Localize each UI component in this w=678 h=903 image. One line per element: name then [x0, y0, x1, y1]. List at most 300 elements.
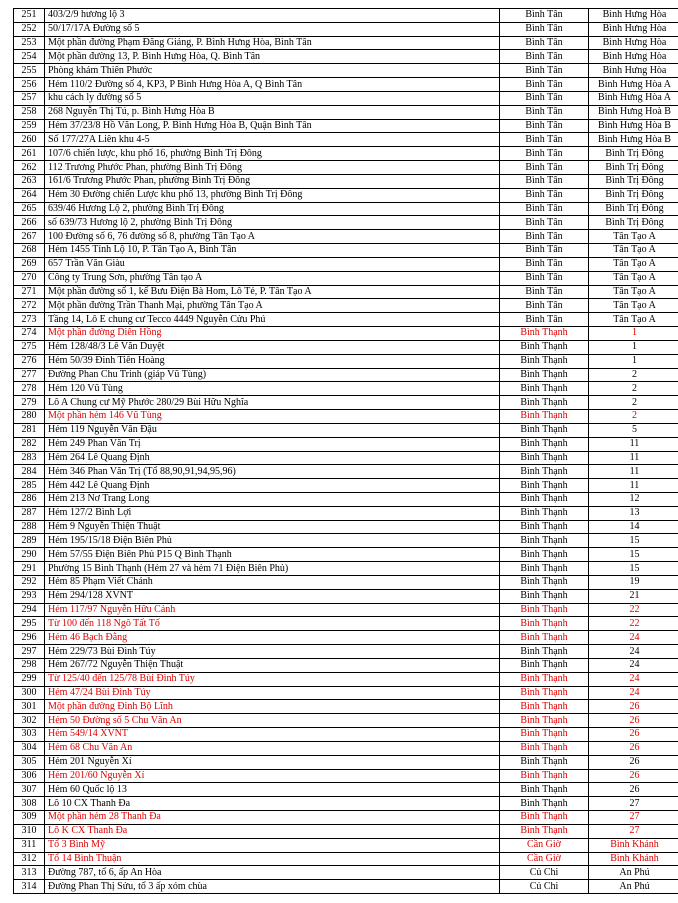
district-cell: Bình Thạnh	[500, 382, 589, 396]
district-cell: Bình Tân	[500, 299, 589, 313]
district-cell: Bình Tân	[500, 64, 589, 78]
row-number-cell: 272	[14, 299, 45, 313]
row-number-cell: 283	[14, 451, 45, 465]
ward-cell: Bình Trị Đông	[589, 188, 678, 202]
ward-cell: Bình Hưng Hòa B	[589, 119, 678, 133]
ward-cell: Bình Trị Đông	[589, 216, 678, 230]
district-cell: Bình Thạnh	[500, 368, 589, 382]
row-number-cell: 314	[14, 880, 45, 894]
ward-cell: Bình Hưng Hòa	[589, 36, 678, 50]
row-number-cell: 282	[14, 437, 45, 451]
row-number-cell: 295	[14, 617, 45, 631]
table-row	[14, 78, 678, 92]
row-number-cell: 280	[14, 410, 45, 424]
table-row	[14, 451, 678, 465]
table-row	[14, 631, 678, 645]
row-number-cell: 263	[14, 174, 45, 188]
ward-cell: 22	[589, 603, 678, 617]
address-cell: Hẻm 57/55 Điện Biên Phủ P15 Q Bình Thạnh	[45, 548, 500, 562]
table-row	[14, 119, 678, 133]
table-row	[14, 354, 678, 368]
row-number-cell: 286	[14, 492, 45, 506]
ward-cell: 24	[589, 686, 678, 700]
row-number-cell: 271	[14, 285, 45, 299]
ward-cell: 14	[589, 520, 678, 534]
row-number-cell: 269	[14, 257, 45, 271]
address-cell: 107/6 chiến lược, khu phố 16, phường Bình Trị Đông	[45, 147, 500, 161]
address-cell: Hẻm 50 Đường số 5 Chu Văn An	[45, 714, 500, 728]
district-cell: Bình Tân	[500, 285, 589, 299]
row-number-cell: 309	[14, 811, 45, 825]
address-cell: số 639/73 Hương lộ 2, phường Bình Trị Đông	[45, 216, 500, 230]
ward-cell: 15	[589, 548, 678, 562]
row-number-cell: 310	[14, 824, 45, 838]
address-cell: 50/17/17A Đường số 5	[45, 22, 500, 36]
ward-cell: 27	[589, 797, 678, 811]
address-cell: Hẻm 60 Quốc lộ 13	[45, 783, 500, 797]
address-cell: Hẻm 294/128 XVNT	[45, 589, 500, 603]
district-cell: Bình Thạnh	[500, 562, 589, 576]
row-number-cell: 303	[14, 728, 45, 742]
district-cell: Bình Thạnh	[500, 589, 589, 603]
district-cell: Bình Thạnh	[500, 451, 589, 465]
table-row	[14, 728, 678, 742]
table-row	[14, 824, 678, 838]
ward-cell: 24	[589, 672, 678, 686]
row-number-cell: 307	[14, 783, 45, 797]
row-number-cell: 255	[14, 64, 45, 78]
table-row	[14, 880, 678, 894]
address-cell: 268 Nguyễn Thị Tú, p. Bình Hưng Hòa B	[45, 105, 500, 119]
row-number-cell: 267	[14, 230, 45, 244]
district-cell: Bình Thạnh	[500, 520, 589, 534]
table-row	[14, 340, 678, 354]
address-cell: Phòng khám Thiên Phước	[45, 64, 500, 78]
table-row	[14, 161, 678, 175]
table-row	[14, 534, 678, 548]
row-number-cell: 276	[14, 354, 45, 368]
district-cell: Bình Thạnh	[500, 797, 589, 811]
address-cell: Một phần đường Trần Thanh Mại, phường Tân Tạo A	[45, 299, 500, 313]
row-number-cell: 301	[14, 700, 45, 714]
table-row	[14, 811, 678, 825]
district-cell: Bình Thạnh	[500, 479, 589, 493]
table-row	[14, 257, 678, 271]
table-row	[14, 797, 678, 811]
ward-cell: 15	[589, 562, 678, 576]
district-cell: Bình Thạnh	[500, 783, 589, 797]
district-cell: Bình Thạnh	[500, 672, 589, 686]
row-number-cell: 261	[14, 147, 45, 161]
district-cell: Bình Tân	[500, 188, 589, 202]
ward-cell: 26	[589, 714, 678, 728]
table-row	[14, 36, 678, 50]
table-row	[14, 603, 678, 617]
ward-cell: 24	[589, 645, 678, 659]
address-cell: 161/6 Trương Phước Phan, phường Bình Trị Đông	[45, 174, 500, 188]
district-cell: Bình Thạnh	[500, 506, 589, 520]
ward-cell: Bình Trị Đông	[589, 174, 678, 188]
table-row	[14, 105, 678, 119]
district-cell: Bình Thạnh	[500, 645, 589, 659]
table-row	[14, 133, 678, 147]
address-cell: Hẻm 50/39 Đinh Tiên Hoàng	[45, 354, 500, 368]
ward-cell: 26	[589, 728, 678, 742]
address-cell: Đường 787, tổ 6, ấp An Hòa	[45, 866, 500, 880]
ward-cell: 26	[589, 755, 678, 769]
address-cell: Lô A Chung cư Mỹ Phước 280/29 Bùi Hữu Nghĩa	[45, 396, 500, 410]
ward-cell: 24	[589, 631, 678, 645]
district-cell: Bình Thạnh	[500, 410, 589, 424]
ward-cell: 12	[589, 492, 678, 506]
table-row	[14, 22, 678, 36]
address-table-body	[14, 9, 678, 894]
ward-cell: 15	[589, 534, 678, 548]
table-row	[14, 575, 678, 589]
district-cell: Bình Thạnh	[500, 686, 589, 700]
district-cell: Bình Tân	[500, 78, 589, 92]
address-cell: Hẻm 119 Nguyễn Văn Đậu	[45, 423, 500, 437]
address-cell: Hẻm 127/2 Bình Lợi	[45, 506, 500, 520]
address-cell: 403/2/9 hương lộ 3	[45, 9, 500, 23]
district-cell: Bình Thạnh	[500, 658, 589, 672]
table-row	[14, 769, 678, 783]
row-number-cell: 287	[14, 506, 45, 520]
address-cell: Tổ 3 Bình Mỹ	[45, 838, 500, 852]
row-number-cell: 300	[14, 686, 45, 700]
ward-cell: 1	[589, 340, 678, 354]
district-cell: Bình Thạnh	[500, 340, 589, 354]
row-number-cell: 296	[14, 631, 45, 645]
table-row	[14, 396, 678, 410]
row-number-cell: 273	[14, 313, 45, 327]
district-cell: Bình Tân	[500, 161, 589, 175]
ward-cell: 11	[589, 465, 678, 479]
ward-cell: 2	[589, 396, 678, 410]
address-cell: 100 Đường số 6, 76 đường số 8, phường Tân Tạo A	[45, 230, 500, 244]
table-row	[14, 313, 678, 327]
address-table	[13, 8, 678, 894]
ward-cell: Bình Hưng Hòa	[589, 50, 678, 64]
row-number-cell: 256	[14, 78, 45, 92]
address-cell: Hẻm 229/73 Bùi Đình Túy	[45, 645, 500, 659]
table-row	[14, 368, 678, 382]
table-row	[14, 838, 678, 852]
district-cell: Bình Tân	[500, 216, 589, 230]
ward-cell: Tân Tạo A	[589, 257, 678, 271]
table-row	[14, 852, 678, 866]
table-row	[14, 686, 678, 700]
district-cell: Bình Thạnh	[500, 741, 589, 755]
row-number-cell: 259	[14, 119, 45, 133]
table-row	[14, 548, 678, 562]
address-cell: Hẻm 128/48/3 Lê Văn Duyệt	[45, 340, 500, 354]
ward-cell: 11	[589, 479, 678, 493]
address-cell: Đường Phan Thị Sửu, tổ 3 ấp xóm chùa	[45, 880, 500, 894]
ward-cell: Tân Tạo A	[589, 230, 678, 244]
district-cell: Cần Giờ	[500, 838, 589, 852]
ward-cell: An Phú	[589, 866, 678, 880]
district-cell: Bình Tân	[500, 174, 589, 188]
row-number-cell: 274	[14, 327, 45, 341]
row-number-cell: 306	[14, 769, 45, 783]
district-cell: Bình Thạnh	[500, 548, 589, 562]
address-cell: Hẻm 9 Nguyễn Thiện Thuật	[45, 520, 500, 534]
table-row	[14, 202, 678, 216]
ward-cell: Bình Hưng Hòa A	[589, 91, 678, 105]
district-cell: Bình Thạnh	[500, 824, 589, 838]
address-cell: Tổ 14 Bình Thuận	[45, 852, 500, 866]
row-number-cell: 288	[14, 520, 45, 534]
district-cell: Bình Thạnh	[500, 534, 589, 548]
address-cell: Hẻm 68 Chu Văn An	[45, 741, 500, 755]
district-cell: Bình Tân	[500, 91, 589, 105]
district-cell: Bình Tân	[500, 22, 589, 36]
row-number-cell: 277	[14, 368, 45, 382]
ward-cell: 11	[589, 437, 678, 451]
row-number-cell: 268	[14, 244, 45, 258]
row-number-cell: 304	[14, 741, 45, 755]
table-row	[14, 437, 678, 451]
address-cell: Hẻm 30 Đường chiến Lược khu phố 13, phường Bình Trị Đông	[45, 188, 500, 202]
district-cell: Cần Giờ	[500, 852, 589, 866]
table-row	[14, 672, 678, 686]
address-cell: Một phần đường Diên Hồng	[45, 327, 500, 341]
ward-cell: Bình Hưng Hòa	[589, 9, 678, 23]
district-cell: Bình Tân	[500, 257, 589, 271]
district-cell: Bình Tân	[500, 50, 589, 64]
district-cell: Bình Tân	[500, 244, 589, 258]
address-cell: Một phần đường Đinh Bộ Lĩnh	[45, 700, 500, 714]
district-cell: Bình Tân	[500, 119, 589, 133]
address-cell: Hẻm 46 Bạch Đằng	[45, 631, 500, 645]
row-number-cell: 293	[14, 589, 45, 603]
row-number-cell: 294	[14, 603, 45, 617]
row-number-cell: 257	[14, 91, 45, 105]
district-cell: Bình Thạnh	[500, 714, 589, 728]
address-cell: Hẻm 264 Lê Quang Định	[45, 451, 500, 465]
address-cell: Lô K CX Thanh Đa	[45, 824, 500, 838]
address-cell: Hẻm 85 Phạm Viết Chánh	[45, 575, 500, 589]
ward-cell: Bình Trị Đông	[589, 161, 678, 175]
table-row	[14, 327, 678, 341]
table-row	[14, 741, 678, 755]
ward-cell: Tân Tạo A	[589, 271, 678, 285]
row-number-cell: 254	[14, 50, 45, 64]
table-row	[14, 9, 678, 23]
district-cell: Bình Tân	[500, 230, 589, 244]
row-number-cell: 275	[14, 340, 45, 354]
table-row	[14, 64, 678, 78]
address-cell: Hẻm 120 Vũ Tùng	[45, 382, 500, 396]
address-cell: Hẻm 117/97 Nguyễn Hữu Cảnh	[45, 603, 500, 617]
ward-cell: Bình Trị Đông	[589, 202, 678, 216]
row-number-cell: 312	[14, 852, 45, 866]
address-cell: Hẻm 195/15/18 Điện Biên Phủ	[45, 534, 500, 548]
ward-cell: Bình Hưng Hòa	[589, 22, 678, 36]
district-cell: Bình Thạnh	[500, 396, 589, 410]
address-cell: Từ 125/40 đến 125/78 Bùi Đình Túy	[45, 672, 500, 686]
table-row	[14, 465, 678, 479]
row-number-cell: 279	[14, 396, 45, 410]
district-cell: Bình Thạnh	[500, 465, 589, 479]
row-number-cell: 308	[14, 797, 45, 811]
row-number-cell: 284	[14, 465, 45, 479]
district-cell: Bình Thạnh	[500, 575, 589, 589]
address-cell: Phường 15 Bình Thạnh (Hẻm 27 và hẻm 71 Điện Biên Phủ)	[45, 562, 500, 576]
ward-cell: 2	[589, 410, 678, 424]
table-row	[14, 188, 678, 202]
address-cell: Hẻm 549/14 XVNT	[45, 728, 500, 742]
table-row	[14, 562, 678, 576]
row-number-cell: 302	[14, 714, 45, 728]
district-cell: Bình Tân	[500, 202, 589, 216]
address-cell: Một phần hẻm 28 Thanh Đa	[45, 811, 500, 825]
row-number-cell: 290	[14, 548, 45, 562]
table-row	[14, 714, 678, 728]
address-cell: Hẻm 201 Nguyễn Xí	[45, 755, 500, 769]
table-row	[14, 783, 678, 797]
district-cell: Bình Thạnh	[500, 811, 589, 825]
ward-cell: 26	[589, 783, 678, 797]
address-cell: Hẻm 47/24 Bùi Đình Túy	[45, 686, 500, 700]
district-cell: Bình Thạnh	[500, 755, 589, 769]
address-cell: Một phần đường 13, P. Bình Hưng Hòa, Q. Bình Tân	[45, 50, 500, 64]
ward-cell: Bình Hưng Hòa A	[589, 78, 678, 92]
ward-cell: 22	[589, 617, 678, 631]
row-number-cell: 251	[14, 9, 45, 23]
ward-cell: Tân Tạo A	[589, 313, 678, 327]
table-row	[14, 174, 678, 188]
district-cell: Bình Thạnh	[500, 700, 589, 714]
address-cell: 639/46 Hương Lộ 2, phường Bình Trị Đông	[45, 202, 500, 216]
address-cell: Từ 100 đến 118 Ngô Tất Tố	[45, 617, 500, 631]
address-cell: Hẻm 213 Nơ Trang Long	[45, 492, 500, 506]
row-number-cell: 305	[14, 755, 45, 769]
address-cell: Hẻm 249 Phan Văn Trị	[45, 437, 500, 451]
row-number-cell: 265	[14, 202, 45, 216]
table-row	[14, 700, 678, 714]
ward-cell: 26	[589, 769, 678, 783]
address-cell: 657 Trần Văn Giàu	[45, 257, 500, 271]
district-cell: Bình Thạnh	[500, 769, 589, 783]
ward-cell: 5	[589, 423, 678, 437]
table-row	[14, 299, 678, 313]
ward-cell: Tân Tạo A	[589, 285, 678, 299]
ward-cell: Bình Trị Đông	[589, 147, 678, 161]
row-number-cell: 313	[14, 866, 45, 880]
table-row	[14, 658, 678, 672]
district-cell: Bình Thạnh	[500, 437, 589, 451]
ward-cell: 26	[589, 700, 678, 714]
row-number-cell: 292	[14, 575, 45, 589]
address-cell: Một phần đường Phạm Đăng Giảng, P. Bình Hưng Hòa, Bình Tân	[45, 36, 500, 50]
table-row	[14, 147, 678, 161]
address-cell: Số 177/27A Liên khu 4-5	[45, 133, 500, 147]
table-row	[14, 230, 678, 244]
district-cell: Bình Tân	[500, 9, 589, 23]
row-number-cell: 297	[14, 645, 45, 659]
address-cell: Hẻm 267/72 Nguyễn Thiện Thuật	[45, 658, 500, 672]
address-cell: Một phần hẻm 146 Vũ Tùng	[45, 410, 500, 424]
row-number-cell: 260	[14, 133, 45, 147]
district-cell: Bình Tân	[500, 133, 589, 147]
row-number-cell: 252	[14, 22, 45, 36]
row-number-cell: 299	[14, 672, 45, 686]
district-cell: Bình Thạnh	[500, 327, 589, 341]
address-cell: Lô 10 CX Thanh Đa	[45, 797, 500, 811]
district-cell: Bình Tân	[500, 313, 589, 327]
ward-cell: Bình Khánh	[589, 852, 678, 866]
table-row	[14, 423, 678, 437]
ward-cell: 24	[589, 658, 678, 672]
address-cell: Hẻm 110/2 Đường số 4, KP3, P Bình Hưng Hòa A, Q Bình Tân	[45, 78, 500, 92]
district-cell: Bình Thạnh	[500, 631, 589, 645]
row-number-cell: 289	[14, 534, 45, 548]
ward-cell: 2	[589, 368, 678, 382]
table-row	[14, 866, 678, 880]
address-cell: Hẻm 346 Phan Văn Trị (Tổ 88,90,91,94,95,96)	[45, 465, 500, 479]
ward-cell: 21	[589, 589, 678, 603]
ward-cell: 2	[589, 382, 678, 396]
address-cell: Hẻm 1455 Tỉnh Lộ 10, P. Tân Tạo A, Bình Tân	[45, 244, 500, 258]
table-row	[14, 479, 678, 493]
ward-cell: 27	[589, 811, 678, 825]
address-cell: Hẻm 201/60 Nguyễn Xí	[45, 769, 500, 783]
table-row	[14, 410, 678, 424]
row-number-cell: 253	[14, 36, 45, 50]
table-row	[14, 645, 678, 659]
ward-cell: 11	[589, 451, 678, 465]
ward-cell: Tân Tạo A	[589, 299, 678, 313]
address-cell: Đường Phan Chu Trinh (giáp Vũ Tùng)	[45, 368, 500, 382]
district-cell: Củ Chi	[500, 866, 589, 880]
row-number-cell: 311	[14, 838, 45, 852]
ward-cell: 26	[589, 741, 678, 755]
address-cell: Hẻm 37/23/8 Hồ Văn Long, P. Bình Hưng Hòa B, Quận Bình Tân	[45, 119, 500, 133]
table-row	[14, 271, 678, 285]
ward-cell: 27	[589, 824, 678, 838]
district-cell: Bình Tân	[500, 271, 589, 285]
table-row	[14, 50, 678, 64]
address-cell: Công ty Trung Sơn, phường Tân tạo A	[45, 271, 500, 285]
district-cell: Bình Thạnh	[500, 492, 589, 506]
table-row	[14, 244, 678, 258]
table-row	[14, 755, 678, 769]
table-row	[14, 285, 678, 299]
district-cell: Bình Thạnh	[500, 423, 589, 437]
address-cell: Tầng 14, Lô E chung cư Tecco 4449 Nguyễn Cửu Phú	[45, 313, 500, 327]
ward-cell: Bình Hưng Hòa	[589, 64, 678, 78]
ward-cell: 19	[589, 575, 678, 589]
row-number-cell: 278	[14, 382, 45, 396]
table-row	[14, 589, 678, 603]
ward-cell: Bình Khánh	[589, 838, 678, 852]
row-number-cell: 291	[14, 562, 45, 576]
ward-cell: Bình Hưng Hoà B	[589, 105, 678, 119]
table-row	[14, 91, 678, 105]
district-cell: Bình Tân	[500, 105, 589, 119]
row-number-cell: 298	[14, 658, 45, 672]
ward-cell: Bình Hưng Hòa B	[589, 133, 678, 147]
row-number-cell: 262	[14, 161, 45, 175]
table-row	[14, 216, 678, 230]
ward-cell: 1	[589, 327, 678, 341]
table-row	[14, 506, 678, 520]
row-number-cell: 264	[14, 188, 45, 202]
table-row	[14, 617, 678, 631]
ward-cell: 13	[589, 506, 678, 520]
